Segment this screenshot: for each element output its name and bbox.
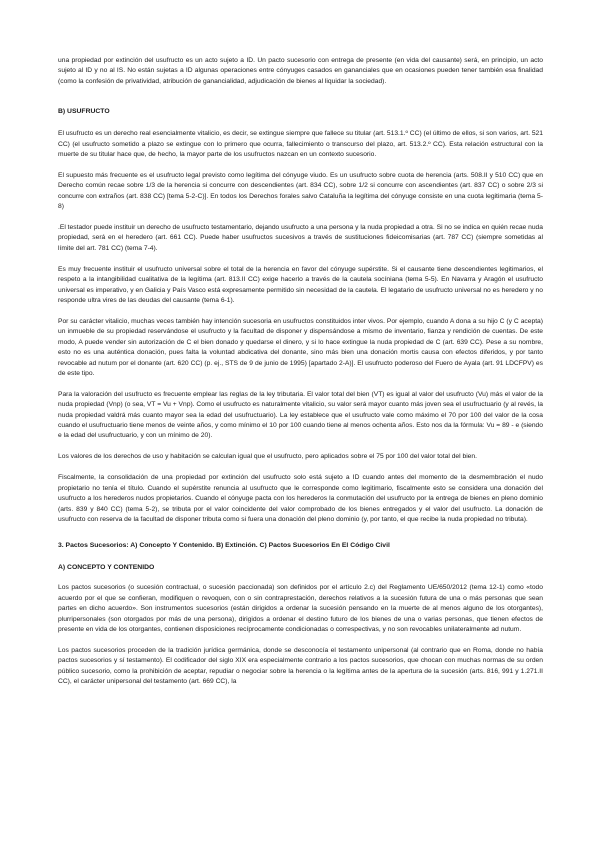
subsection-heading-concepto: A) CONCEPTO Y CONTENIDO [58,564,155,572]
paragraph-usufructo-5: Por su carácter vitalicio, muchas veces también hay intención sucesoria en usufructos constituidos inter vivos. Por ejemplo, cuando A dona a su hijo C (y C acepta) un inmueble de su propiedad reservándose el usufructo y la facultad de disponer y dispensándose a mismo de inventario, fianza y rendición de cuentas. De este modo, A puede vender sin autorización de C el bien donado y quedarse el dinero, y si lo hace extingue la nuda propiedad de C (art. 639 CC). Pese a su nombre, esto no es una auténtica donación, pues falta la voluntad abdicativa del donante, sino más bien una donación mortis causa con efectos diferidos, y por tanto revocable ad nutum por el donante (art. 620 CC) (p. ej., STS de 9 de junio de 1995) [apartado 2-A)]. El usufructo poderoso del Fuero de Ayala (art. 91 LDCFPV) es de este tipo. [58,317,543,377]
paragraph-concepto-1: Los pactos sucesorios (o sucesión contractual, o sucesión paccionada) son definidos por el artículo 2.c) del Reglamento UE/650/2012 (tema 12-1) como «todo acuerdo por el que se confieran, modifiquen o revoquen, con o sin contraprestación, derechos relativos a la sucesión futura de una o más personas que sean partes en dicho acuerdo». Son instrumentos sucesorios (están dirigidos a ordenar la sucesión pensando en la muerte de al menos alguno de los otorgantes), plurripersonales (son otorgados por más de una persona), dirigidos a ordenar el destino futuro de los bienes de una o varias personas, que tienen efectos de presente en vida de los otorgantes, contienen disposiciones recíprocamente condicionadas o correspectivas, y no son revocables unilateralmente ad nutum. [58,584,543,633]
document-body [58,56,543,698]
paragraph-usufructo-7: Los valores de los derechos de uso y habitación se calculan igual que el usufructo, pero aplicados sobre el 75 por 100 del valor total del bien. [58,453,477,461]
paragraph-concepto-2: Los pactos sucesorios proceden de la tradición jurídica germánica, donde se desconocía el testamento unipersonal (al contrario que en Roma, donde no había pactos sucesorios y sí testamento). El codificador del siglo XIX era especialmente contrario a los pactos sucesorios, que chocan con muchas normas de su orden público sucesorio, como la prohibición de aceptar, repudiar o negociar sobre la herencia o la legítima antes de la apertura de la sucesión (arts. 816, 991 y 1.271.II CC), el carácter unipersonal del testamento (art. 669 CC), la [58,646,543,686]
paragraph-usufructo-2: El supuesto más frecuente es el usufructo legal previsto como legítima del cónyuge viudo. Es un usufructo sobre cuota de herencia (arts. 508.II y 510 CC) que en Derecho común recae sobre 1/3 de la herencia si concurre con descendientes (art. 834 CC), sobre 1/2 si concurre con ascendientes (art. 837 CC) o sobre 2/3 si concurre con extraños (art. 838 CC) [tema 5-2-C)]. En todos los Derechos forales salvo Cataluña la legítima del cónyuge consiste en una cuota legitimaria (tema 5-8) [58,171,543,211]
paragraph-usufructo-4: Es muy frecuente instituir el usufructo universal sobre el total de la herencia en favor del cónyuge supérstite. Si el causante tiene descendientes legitimarios, el respeto a la intangibilidad cualitativa de la legítima (art. 813.II CC) exige hacerlo a través de la cautela socíniana (tema 5-5). En Navarra y Aragón el usufructo universal es imperativo, y en Galicia y País Vasco está expresamente permitido sin necesidad de la cautela. El legatario de usufructo universal no es heredero y no responde ultra vires de las deudas del causante (tema 6-1). [58,265,543,304]
paragraph-usufructo-8: Fiscalmente, la consolidación de una propiedad por extinción del usufructo solo está sujeto a ID cuando antes del momento de la desmembración el nudo propietario no tenía el título. Cuando el supérstite renuncia al usufructo que le corresponde como legitimario, fiscalmente esto se considera una donación del usufructo a los herederos nudos propietarios. Cuando el cónyuge pacta con los herederos la conmutación del usufructo por la entrega de bienes en pleno dominio (arts. 839 y 840 CC) (tema 5-2), se tributa por el valor coincidente del valor comprobado de los bienes entregados y el valor del usufructo. La donación de usufructo con reserva de la facultad de disponer tributa como si fuera una donación del pleno dominio (y, por tanto, el que recibe la nuda propiedad no tributa). [58,474,543,523]
section-heading-usufructo: B) USUFRUCTO [58,108,110,116]
section-heading-pactos: 3. Pactos Sucesorios: A) Concepto Y Contenido. B) Extinción. C) Pactos Sucesorios En El Código Civil [58,542,390,550]
paragraph-intro: una propiedad por extinción del usufructo es un acto sujeto a ID. Un pacto sucesorio con entrega de presente (en vida del causante) será, en principio, un acto sujeto al ID y no al IS. No están sujetas a ID algunas operaciones entre cónyuges casados en gananciales que en ocasiones pueden tener también esa finalidad (como la confesión de privatividad, atribución de ganancialidad, adjudicación de bienes al liquidar la sociedad). [58,57,543,85]
paragraph-usufructo-3: .El testador puede instituir un derecho de usufructo testamentario, dejando usufructo a una persona y la nuda propiedad a otra. Si no se indica en quién recae nuda propiedad, será en el heredero (art. 661 CC). Puede haber usufructos sucesivos a través de sustituciones fideicomisarias (art. 787 CC) (siempre sometidas al límite del art. 781 CC) (tema 7-4). [58,224,543,252]
paragraph-usufructo-1: El usufructo es un derecho real esencialmente vitalicio, es decir, se extingue siempre que fallece su titular (art. 513.1.º CC) (el último de ellos, si son varios, art. 521 CC) (el usufructo sometido a plazo se extingue con lo primero que ocurra, fallecimiento o transcurso del plazo, art. 513.2.º CC). Esta relación estructural con la muerte de su titular hace que, de hecho, la mayor parte de los usufructos nazcan en un contexto sucesorio. [58,130,543,159]
paragraph-usufructo-6: Para la valoración del usufructo es frecuente emplear las reglas de la ley tributaria. El valor total del bien (VT) es igual al valor del usufructo (Vu) más el valor de la nuda propiedad (Vnp) (o sea, VT = Vu + Vnp). Como el usufructo es naturalmente vitalicio, su valor será mayor cuanto más joven sea el usufructuario (y al revés, la nuda propiedad valdrá más cuanto mayor sea la edad del usufructuario). La ley establece que el usufructo vale como máximo el 70 por 100 del valor de la cosa cuando el usufructuario tiene menos de veinte años, y como mínimo el 10 por 100 cuando tiene al menos ochenta años. Esto nos da la fórmula: Vu = 89 - e (siendo e la edad del usufructuario, y con un mínimo de 20). [58,390,543,440]
